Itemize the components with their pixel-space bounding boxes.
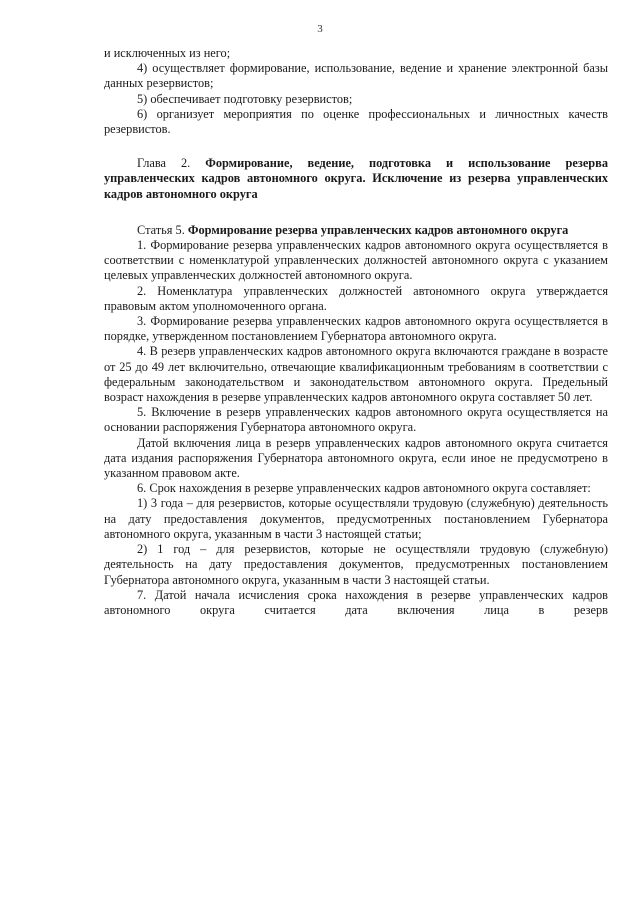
chapter-prefix: Глава 2. bbox=[137, 156, 206, 171]
article-part-6: 6. Срок нахождения в резерве управленческих кадров автономного округа составляет: bbox=[137, 481, 591, 496]
article-part-2: 2. Номенклатура управленческих должностей автономного округа утверждается правовым актом уполномоченного органа. bbox=[104, 283, 608, 313]
article-part-7: 7. Датой начала исчисления срока нахождения в резерве управленческих кадров автономного округа считается дата включения лица в резерв bbox=[104, 587, 608, 617]
list-item-continuation: и исключенных из него; bbox=[104, 46, 231, 60]
list-item-5: 5) обеспечивает подготовку резервистов; bbox=[137, 91, 353, 106]
article-prefix: Статья 5. bbox=[137, 222, 188, 237]
chapter-title: Формирование, ведение, подготовка и использование резерва управленческих кадров автономного округа. Исключение из резерва управленческих кадров автономного округа bbox=[104, 156, 608, 201]
article-part-5: 5. Включение в резерв управленческих кадров автономного округа осуществляется на основании распоряжения Губернатора автономного округа. bbox=[104, 405, 608, 435]
chapter-heading bbox=[104, 156, 608, 202]
article-heading bbox=[104, 223, 608, 238]
article-part-6-item-1: 1) 3 года – для резервистов, которые осуществляли трудовую (служебную) деятельность на дату предоставления документов, предусмотренных постановлением Губернатора автономного округа, указанным в части 3 настоящей статьи; bbox=[104, 496, 608, 541]
article-part-6-item-2: 2) 1 год – для резервистов, которые не осуществляли трудовую (служебную) деятельность на дату предоставления документов, предусмотренных постановлением Губернатора автономного округа, указанным в части 3 настоящей статьи. bbox=[104, 542, 608, 587]
article-part-5-date: Датой включения лица в резерв управленческих кадров автономного округа считается дата издания распоряжения Губернатора автономного округа, если иное не предусмотрено в указанном правовом акте. bbox=[104, 435, 608, 481]
list-item-4: 4) осуществляет формирование, использование, ведение и хранение электронной базы данных резервистов; bbox=[104, 61, 608, 91]
list-item-6: 6) организует мероприятия по оценке профессиональных и личностных качеств резервистов. bbox=[104, 106, 608, 137]
article-part-1: 1. Формирование резерва управленческих кадров автономного округа осуществляется в соответствии с номенклатурой управленческих должностей автономного округа с указанием целевых управленческих должностей автономного округа. bbox=[104, 238, 608, 283]
article-title: Формирование резерва управленческих кадров автономного округа bbox=[187, 222, 569, 237]
document-body bbox=[104, 46, 608, 618]
article-part-3: 3. Формирование резерва управленческих кадров автономного округа осуществляется в порядке, утвержденном постановлением Губернатора автономного округа. bbox=[104, 314, 608, 344]
page-number: 3 bbox=[317, 23, 323, 35]
article-part-4: 4. В резерв управленческих кадров автономного округа включаются граждане в возрасте от 25 до 49 лет включительно, отвечающие квалификационным требованиям в соответствии с федеральным законодательством и законодательством автономного округа. Предельный возраст нахождения в резерве управленческих кадров автономного округа составляет 50 лет. bbox=[104, 344, 608, 405]
